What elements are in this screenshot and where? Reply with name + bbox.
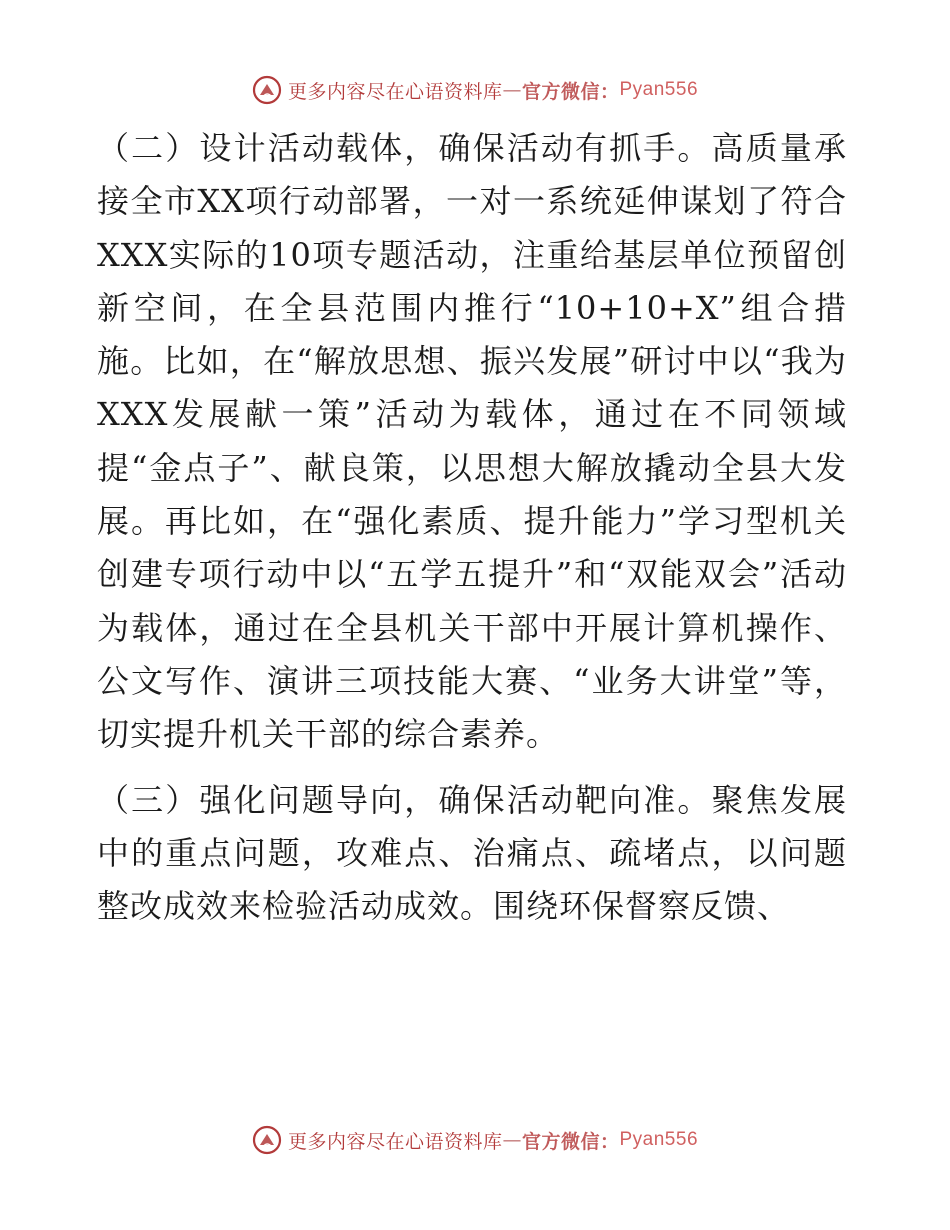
watermark-footer xyxy=(0,1122,950,1158)
watermark-separator: — xyxy=(502,79,522,101)
watermark-wechat-label: 官方微信： xyxy=(521,1130,620,1153)
watermark-header xyxy=(0,72,950,108)
watermark-wechat-label: 官方微信： xyxy=(521,80,620,103)
watermark-wechat-id: Pyan556 xyxy=(619,1129,699,1150)
watermark-wechat-id: Pyan556 xyxy=(619,79,699,100)
logo-icon xyxy=(252,1125,282,1155)
paragraph-2: （二）设计活动载体，确保活动有抓手。高质量承接全市XX项行动部署，一对一系统延伸谋划了符合XXX实际的10项专题活动，注重给基层单位预留创新空间，在全县范围内推行“10+10+X”组合措施。比如，在“解放思想、振兴发展”研讨中以“我为XXX发展献一策”活动为载体，通过在不同领域提“金点子”、献良策，以思想大解放撬动全县大发展。再比如，在“强化素质、提升能力”学习型机关创建专项行动中以“五学五提升”和“双能双会”活动为载体，通过在全县机关干部中开展计算机操作、公文写作、演讲三项技能大赛、“业务大讲堂”等，切实提升机关干部的综合素养。 xyxy=(97,129,847,754)
logo-icon xyxy=(252,75,282,105)
watermark-text: 更多内容尽在心语资料库 xyxy=(287,80,503,103)
document-body xyxy=(97,122,847,933)
watermark-separator: — xyxy=(502,1129,522,1151)
watermark-text: 更多内容尽在心语资料库 xyxy=(287,1130,503,1153)
paragraph-3: （三）强化问题导向，确保活动靶向准。聚焦发展中的重点问题，攻难点、治痛点、疏堵点，以问题整改成效来检验活动成效。围绕环保督察反馈、 xyxy=(97,780,847,926)
